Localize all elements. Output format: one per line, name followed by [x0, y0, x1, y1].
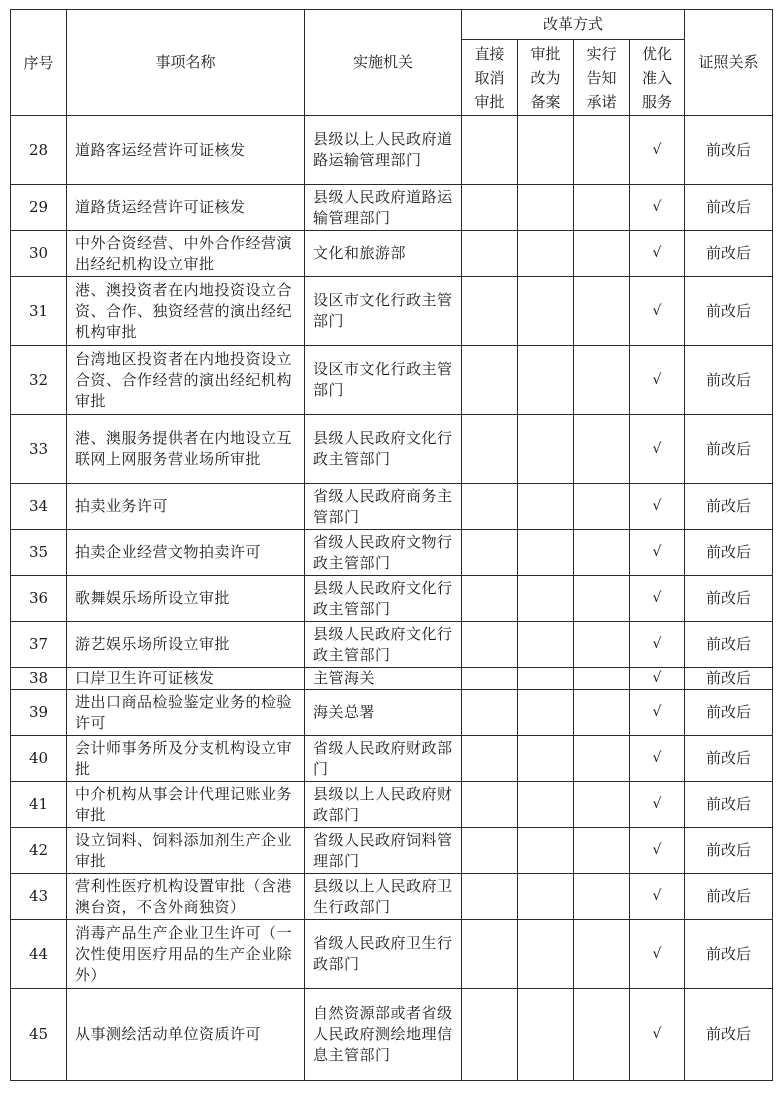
table-row: [11, 622, 773, 668]
table-row: [11, 277, 773, 346]
item-name: 拍卖业务许可: [67, 484, 305, 530]
implementing-agency: 海关总署: [305, 690, 462, 736]
method-cancel-cell: [462, 622, 518, 668]
item-name: 中介机构从事会计代理记账业务审批: [67, 782, 305, 828]
implementing-agency: 县级以上人民政府道路运输管理部门: [305, 116, 462, 185]
reform-items-table: [10, 9, 773, 1081]
method-optimize-cell: √: [630, 828, 685, 874]
header-method-optimize: 优化准入服务: [630, 40, 685, 116]
method-cancel-cell: [462, 415, 518, 484]
table-row: [11, 920, 773, 989]
method-optimize-cell: √: [630, 874, 685, 920]
method-notice-cell: [574, 415, 630, 484]
method-filing-cell: [518, 415, 574, 484]
method-filing-cell: [518, 690, 574, 736]
license-relation: 前改后: [685, 736, 773, 782]
license-relation: 前改后: [685, 576, 773, 622]
item-name: 港、澳投资者在内地投资设立合资、合作、独资经营的演出经纪机构审批: [67, 277, 305, 346]
license-relation: 前改后: [685, 231, 773, 277]
method-notice-cell: [574, 116, 630, 185]
row-number: 38: [11, 668, 67, 690]
row-number: 32: [11, 346, 67, 415]
item-name: 进出口商品检验鉴定业务的检验许可: [67, 690, 305, 736]
method-optimize-cell: √: [630, 116, 685, 185]
table-row: [11, 346, 773, 415]
row-number: 44: [11, 920, 67, 989]
method-notice-cell: [574, 828, 630, 874]
table-row: [11, 530, 773, 576]
table-row: [11, 874, 773, 920]
table-row: [11, 690, 773, 736]
item-name: 会计师事务所及分支机构设立审批: [67, 736, 305, 782]
license-relation: 前改后: [685, 277, 773, 346]
row-number: 30: [11, 231, 67, 277]
implementing-agency: 省级人民政府财政部门: [305, 736, 462, 782]
method-cancel-cell: [462, 690, 518, 736]
item-name: 拍卖企业经营文物拍卖许可: [67, 530, 305, 576]
method-filing-cell: [518, 484, 574, 530]
method-cancel-cell: [462, 920, 518, 989]
table-row: [11, 989, 773, 1081]
method-optimize-cell: √: [630, 989, 685, 1081]
license-relation: 前改后: [685, 874, 773, 920]
row-number: 35: [11, 530, 67, 576]
method-filing-cell: [518, 828, 574, 874]
method-filing-cell: [518, 231, 574, 277]
table-row: [11, 415, 773, 484]
item-name: 道路客运经营许可证核发: [67, 116, 305, 185]
method-notice-cell: [574, 736, 630, 782]
header-item-name: 事项名称: [67, 10, 305, 116]
implementing-agency: 设区市文化行政主管部门: [305, 277, 462, 346]
method-optimize-cell: √: [630, 185, 685, 231]
header-method-filing: 审批改为备案: [518, 40, 574, 116]
method-cancel-cell: [462, 782, 518, 828]
row-number: 36: [11, 576, 67, 622]
item-name: 营利性医疗机构设置审批（含港澳台资，不含外商独资）: [67, 874, 305, 920]
method-cancel-cell: [462, 530, 518, 576]
row-number: 31: [11, 277, 67, 346]
header-seq: 序号: [11, 10, 67, 116]
item-name: 设立饲料、饲料添加剂生产企业审批: [67, 828, 305, 874]
license-relation: 前改后: [685, 484, 773, 530]
method-filing-cell: [518, 116, 574, 185]
method-notice-cell: [574, 782, 630, 828]
method-cancel-cell: [462, 828, 518, 874]
license-relation: 前改后: [685, 530, 773, 576]
item-name: 道路货运经营许可证核发: [67, 185, 305, 231]
row-number: 34: [11, 484, 67, 530]
table-row: [11, 576, 773, 622]
method-notice-cell: [574, 668, 630, 690]
method-notice-cell: [574, 484, 630, 530]
table-row: [11, 668, 773, 690]
row-number: 40: [11, 736, 67, 782]
method-notice-cell: [574, 346, 630, 415]
method-filing-cell: [518, 277, 574, 346]
method-notice-cell: [574, 989, 630, 1081]
implementing-agency: 省级人民政府卫生行政部门: [305, 920, 462, 989]
license-relation: 前改后: [685, 828, 773, 874]
method-optimize-cell: √: [630, 415, 685, 484]
method-filing-cell: [518, 874, 574, 920]
table-row: [11, 185, 773, 231]
header-reform-group: 改革方式: [462, 10, 685, 40]
license-relation: 前改后: [685, 185, 773, 231]
method-notice-cell: [574, 530, 630, 576]
license-relation: 前改后: [685, 622, 773, 668]
method-notice-cell: [574, 920, 630, 989]
table-row: [11, 116, 773, 185]
row-number: 41: [11, 782, 67, 828]
row-number: 28: [11, 116, 67, 185]
method-optimize-cell: √: [630, 346, 685, 415]
header-method-cancel: 直接取消审批: [462, 40, 518, 116]
method-cancel-cell: [462, 576, 518, 622]
method-notice-cell: [574, 277, 630, 346]
table-row: [11, 828, 773, 874]
license-relation: 前改后: [685, 346, 773, 415]
row-number: 43: [11, 874, 67, 920]
implementing-agency: 省级人民政府饲料管理部门: [305, 828, 462, 874]
method-cancel-cell: [462, 989, 518, 1081]
method-optimize-cell: √: [630, 690, 685, 736]
method-optimize-cell: √: [630, 668, 685, 690]
method-optimize-cell: √: [630, 920, 685, 989]
method-notice-cell: [574, 576, 630, 622]
implementing-agency: 文化和旅游部: [305, 231, 462, 277]
method-optimize-cell: √: [630, 231, 685, 277]
license-relation: 前改后: [685, 415, 773, 484]
method-filing-cell: [518, 185, 574, 231]
method-optimize-cell: √: [630, 782, 685, 828]
method-notice-cell: [574, 690, 630, 736]
implementing-agency: 省级人民政府文物行政主管部门: [305, 530, 462, 576]
table-row: [11, 736, 773, 782]
method-cancel-cell: [462, 668, 518, 690]
method-notice-cell: [574, 231, 630, 277]
method-cancel-cell: [462, 277, 518, 346]
method-cancel-cell: [462, 231, 518, 277]
license-relation: 前改后: [685, 690, 773, 736]
header-relation: 证照关系: [685, 10, 773, 116]
license-relation: 前改后: [685, 920, 773, 989]
method-filing-cell: [518, 576, 574, 622]
row-number: 37: [11, 622, 67, 668]
method-cancel-cell: [462, 116, 518, 185]
implementing-agency: 自然资源部或者省级人民政府测绘地理信息主管部门: [305, 989, 462, 1081]
item-name: 消毒产品生产企业卫生许可（一次性使用医疗用品的生产企业除外）: [67, 920, 305, 989]
item-name: 港、澳服务提供者在内地设立互联网上网服务营业场所审批: [67, 415, 305, 484]
method-notice-cell: [574, 185, 630, 231]
method-filing-cell: [518, 622, 574, 668]
method-cancel-cell: [462, 185, 518, 231]
method-optimize-cell: √: [630, 736, 685, 782]
implementing-agency: 县级以上人民政府卫生行政部门: [305, 874, 462, 920]
method-cancel-cell: [462, 346, 518, 415]
implementing-agency: 县级人民政府文化行政主管部门: [305, 622, 462, 668]
item-name: 口岸卫生许可证核发: [67, 668, 305, 690]
item-name: 台湾地区投资者在内地投资设立合资、合作经营的演出经纪机构审批: [67, 346, 305, 415]
item-name: 歌舞娱乐场所设立审批: [67, 576, 305, 622]
method-filing-cell: [518, 346, 574, 415]
method-filing-cell: [518, 668, 574, 690]
method-notice-cell: [574, 622, 630, 668]
row-number: 39: [11, 690, 67, 736]
method-filing-cell: [518, 530, 574, 576]
method-optimize-cell: √: [630, 576, 685, 622]
row-number: 45: [11, 989, 67, 1081]
item-name: 游艺娱乐场所设立审批: [67, 622, 305, 668]
method-optimize-cell: √: [630, 277, 685, 346]
item-name: 从事测绘活动单位资质许可: [67, 989, 305, 1081]
implementing-agency: 县级人民政府文化行政主管部门: [305, 415, 462, 484]
license-relation: 前改后: [685, 668, 773, 690]
implementing-agency: 设区市文化行政主管部门: [305, 346, 462, 415]
table-row: [11, 484, 773, 530]
implementing-agency: 县级以上人民政府财政部门: [305, 782, 462, 828]
header-agency: 实施机关: [305, 10, 462, 116]
license-relation: 前改后: [685, 116, 773, 185]
reform-table-page: [10, 9, 773, 1081]
license-relation: 前改后: [685, 782, 773, 828]
method-filing-cell: [518, 989, 574, 1081]
method-notice-cell: [574, 874, 630, 920]
implementing-agency: 县级人民政府道路运输管理部门: [305, 185, 462, 231]
method-cancel-cell: [462, 736, 518, 782]
table-row: [11, 782, 773, 828]
method-optimize-cell: √: [630, 622, 685, 668]
table-row: [11, 231, 773, 277]
method-cancel-cell: [462, 874, 518, 920]
method-filing-cell: [518, 920, 574, 989]
implementing-agency: 主管海关: [305, 668, 462, 690]
method-optimize-cell: √: [630, 530, 685, 576]
header-method-notice: 实行告知承诺: [574, 40, 630, 116]
row-number: 29: [11, 185, 67, 231]
method-optimize-cell: √: [630, 484, 685, 530]
method-filing-cell: [518, 736, 574, 782]
implementing-agency: 县级人民政府文化行政主管部门: [305, 576, 462, 622]
row-number: 33: [11, 415, 67, 484]
item-name: 中外合资经营、中外合作经营演出经纪机构设立审批: [67, 231, 305, 277]
row-number: 42: [11, 828, 67, 874]
license-relation: 前改后: [685, 989, 773, 1081]
implementing-agency: 省级人民政府商务主管部门: [305, 484, 462, 530]
method-cancel-cell: [462, 484, 518, 530]
method-filing-cell: [518, 782, 574, 828]
